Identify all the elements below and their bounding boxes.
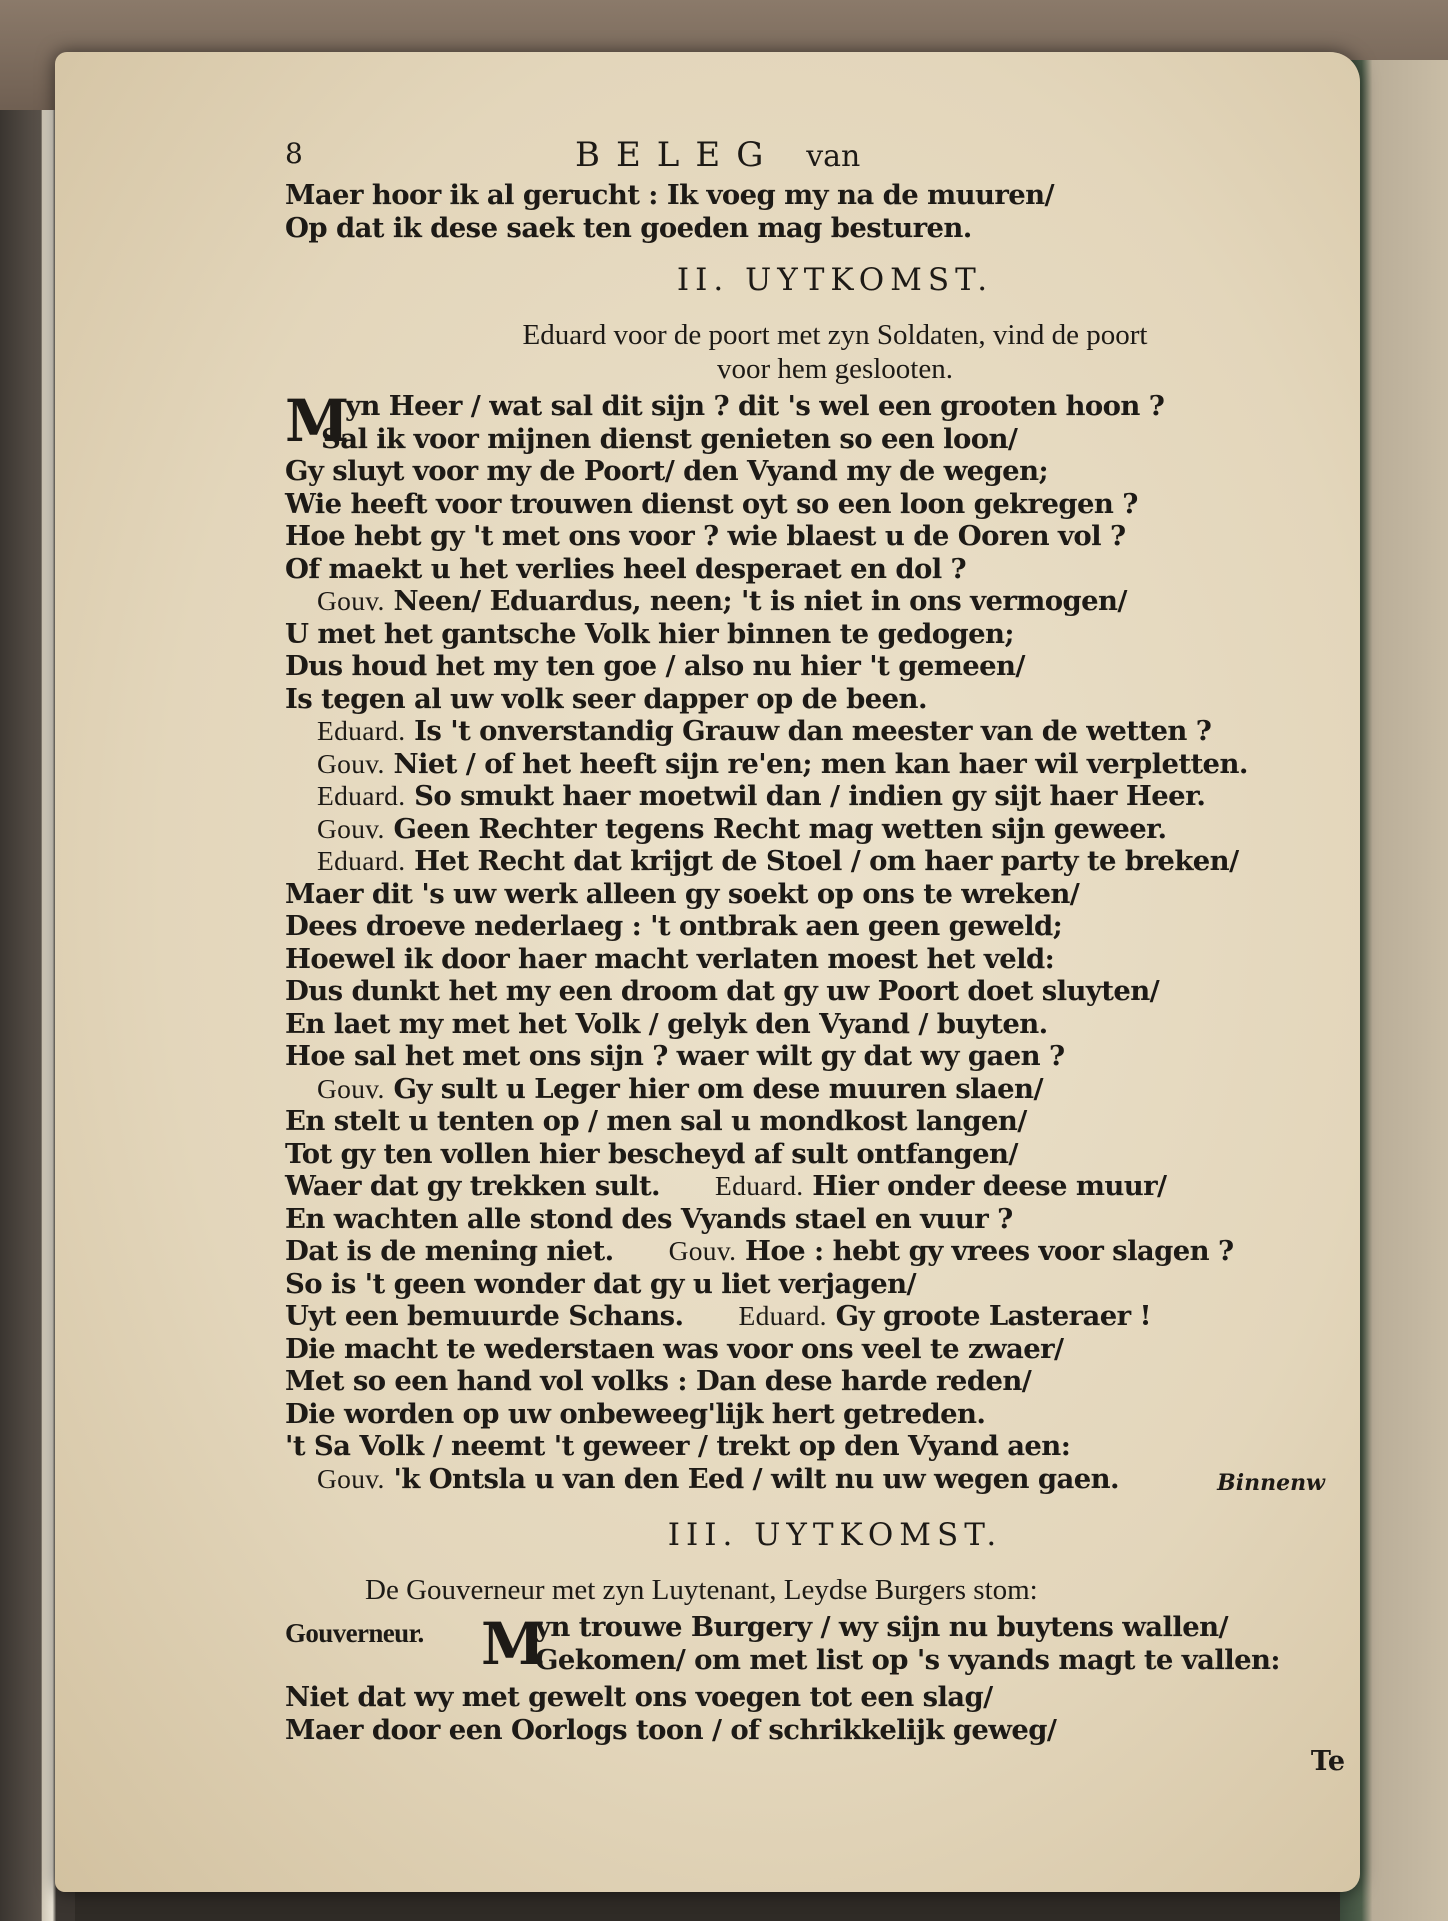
drop-capital: M — [285, 387, 349, 455]
verse-line: Waer dat gy trekken sult. — [285, 1170, 661, 1202]
dialogue-line — [285, 1235, 1345, 1268]
speaker-label: Gouv. — [668, 1235, 737, 1266]
verse-line: Gekomen/ om met list op 's vyands magt te vallen: — [535, 1644, 1280, 1676]
speaker-label: Eduard. — [715, 1170, 804, 1201]
speaker-label: Eduard. — [317, 780, 406, 811]
verse-line: En stelt u tenten op / men sal u mondkost langen/ — [285, 1105, 1027, 1137]
verse-line: Niet / of het heeft sijn re'en; men kan haer wil verpletten. — [393, 747, 1248, 780]
dialogue-line — [285, 715, 1345, 748]
running-title-main: BELEG — [575, 135, 780, 175]
verse-line: Het Recht dat krijgt de Stoel / om haer party te breken/ — [414, 845, 1239, 877]
speaker-label: Gouv. — [317, 1462, 385, 1494]
verse-line: Neen/ Eduardus, neen; 't is niet in ons vermogen/ — [393, 585, 1127, 617]
section-heading: III. UYTKOMST. — [667, 1517, 1003, 1553]
running-title — [575, 135, 860, 175]
section-heading: II. UYTKOMST. — [676, 262, 994, 298]
verse-line: Die worden op uw onbeweeg'lijk hert getreden. — [285, 1397, 986, 1430]
dialogue-line — [285, 1203, 1345, 1236]
verse-line: Met so een hand vol volks : Dan dese harde reden/ — [285, 1365, 1032, 1397]
verse-line: En wachten alle stond des Vyands stael en vuur ? — [285, 1202, 1013, 1235]
verse-line-continuation: Hoe : hebt gy vrees voor slagen ? — [745, 1235, 1234, 1267]
verse-line — [285, 1714, 1345, 1747]
catchword: Te — [1310, 1746, 1345, 1777]
verse-line: Dus dunkt het my een droom dat gy uw Poort doet sluyten/ — [285, 975, 1160, 1007]
verse-line-continuation: Hier onder deese muur/ — [812, 1170, 1167, 1202]
verse-line: Tot gy ten vollen hier bescheyd af sult ontfangen/ — [285, 1137, 1018, 1170]
verse-line: Dees droeve nederlaeg : 't ontbrak aen geen geweld; — [285, 910, 1063, 942]
dialogue-line — [285, 780, 1345, 813]
verse-line: Dus houd het my ten goe / also nu hier 't gemeen/ — [285, 650, 1025, 682]
dialogue-line — [285, 1430, 1345, 1463]
verse-block — [285, 423, 1345, 586]
dialogue-block — [285, 585, 1345, 1495]
verse-line: Gy sluyt voor my de Poort/ den Vyand my de wegen; — [285, 455, 1049, 487]
speaker-label: Eduard. — [317, 845, 406, 876]
verse-line: Hoe hebt gy 't met ons voor ? wie blaest u de Ooren vol ? — [285, 520, 1126, 552]
verse-line: Dat is de mening niet. — [285, 1235, 614, 1267]
dialogue-line — [285, 1398, 1345, 1431]
verse-line: Of maekt u het verlies heel desperaet en dol ? — [285, 552, 967, 585]
dialogue-line — [285, 1365, 1345, 1398]
verse-line: Niet dat wy met gewelt ons voegen tot een slag/ — [285, 1681, 993, 1713]
dialogue-line — [285, 1268, 1345, 1301]
verse-line: So is 't geen wonder dat gy u liet verjagen/ — [285, 1267, 916, 1300]
speaker-label: Gouv. — [317, 812, 385, 844]
verse-line: Sal ik voor mijnen dienst genieten so een loon/ — [321, 422, 1018, 455]
verse-line: So smukt haer moetwil dan / indien gy sijt haer Heer. — [414, 780, 1206, 812]
verse-line: En laet my met het Volk / gelyk den Vyand / buyten. — [285, 1007, 1048, 1040]
dialogue-line — [285, 1333, 1345, 1366]
speaker-label: Gouv. — [317, 747, 385, 779]
page-header — [285, 137, 1345, 177]
running-title-word: van — [806, 139, 861, 174]
dialogue-line — [285, 943, 1345, 976]
verse-line: yn trouwe Burgery / wy sijn nu buytens wallen/ — [535, 1611, 1228, 1643]
speaker-label: Eduard. — [317, 715, 406, 746]
dialogue-line — [285, 1073, 1345, 1106]
page-text — [285, 137, 1345, 1780]
verse-line: Maer dit 's uw werk alleen gy soekt op ons te wreken/ — [285, 877, 1080, 910]
stage-direction-line: voor hem geslooten. — [717, 353, 953, 385]
dialogue-line — [285, 1105, 1345, 1138]
dialogue-line — [285, 1300, 1345, 1333]
verse-line: Hoe sal het met ons sijn ? waer wilt gy dat wy gaen ? — [285, 1040, 1065, 1072]
verse-line: Op dat ik dese saek ten goeden mag besturen. — [285, 211, 972, 244]
verse-line: Uyt een bemuurde Schans. — [285, 1300, 684, 1332]
opening-lines — [285, 179, 1345, 244]
verse-line: Die macht te wederstaen was voor ons veel te zwaer/ — [285, 1332, 1064, 1365]
catchword-row — [285, 1746, 1345, 1780]
verse-line: Is tegen al uw volk seer dapper op de been. — [285, 682, 927, 715]
dialogue-line — [285, 813, 1345, 846]
dialogue-line — [285, 585, 1345, 618]
speaker-label: Gouverneur. — [285, 1618, 424, 1648]
verse-line: 'k Ontsla u van den Eed / wilt nu uw wegen gaen. — [393, 1462, 1119, 1495]
verse-line: Is 't onverstandig Grauw dan meester van de wetten ? — [414, 715, 1212, 747]
verse-line: Maer hoor ik al gerucht : Ik voeg my na de muuren/ — [285, 179, 1054, 211]
dialogue-line — [285, 910, 1345, 943]
verse-line: yn Heer / wat sal dit sijn ? dit 's wel een grooten hoon ? — [345, 390, 1165, 422]
verse-line: Hoewel ik door haer macht verlaten moest het veld: — [285, 942, 1055, 975]
drop-capital: M — [481, 1610, 545, 1678]
dialogue-line — [285, 878, 1345, 911]
speaker-label: Gouv. — [317, 585, 385, 616]
verse-line: Gy sult u Leger hier om dese muuren slaen/ — [393, 1072, 1043, 1105]
dialogue-line — [285, 1463, 1345, 1496]
stage-direction: De Gouverneur met zyn Luytenant, Leydse Burgers stom: — [365, 1574, 1038, 1606]
verse-line: 't Sa Volk / neemt 't geweer / trekt op den Vyand aen: — [285, 1430, 1071, 1462]
catchword: Binnenw — [1217, 1469, 1325, 1496]
dialogue-line — [285, 683, 1345, 716]
dialogue-line — [285, 1170, 1345, 1203]
dialogue-line — [285, 1138, 1345, 1171]
speaker-label: Eduard. — [738, 1300, 827, 1331]
stage-direction — [325, 318, 1345, 386]
dialogue-line — [285, 618, 1345, 651]
page-number: 8 — [285, 137, 303, 170]
speaker-label: Gouv. — [317, 1072, 385, 1104]
dialogue-line — [285, 650, 1345, 683]
dialogue-line — [285, 1008, 1345, 1041]
verse-line-continuation: Gy groote Lasteraer ! — [835, 1300, 1151, 1332]
verse-line: Geen Rechter tegens Recht mag wetten sijn geweer. — [393, 812, 1167, 845]
dialogue-line — [285, 748, 1345, 781]
verse-line: U met het gantsche Volk hier binnen te gedogen; — [285, 617, 1014, 650]
dialogue-line — [285, 1040, 1345, 1073]
verse-line-text: Maer door een Oorlogs toon / of schrikkelijk geweg/ — [285, 1713, 1057, 1746]
stage-direction-line: Eduard voor de poort met zyn Soldaten, vind de poort — [522, 319, 1148, 351]
dialogue-line — [285, 975, 1345, 1008]
book-page — [55, 52, 1360, 1892]
speaker-dropcap-line — [285, 1611, 1345, 1681]
verse-line: Wie heeft voor trouwen dienst oyt so een loon gekregen ? — [285, 487, 1138, 520]
dialogue-line — [285, 845, 1345, 878]
